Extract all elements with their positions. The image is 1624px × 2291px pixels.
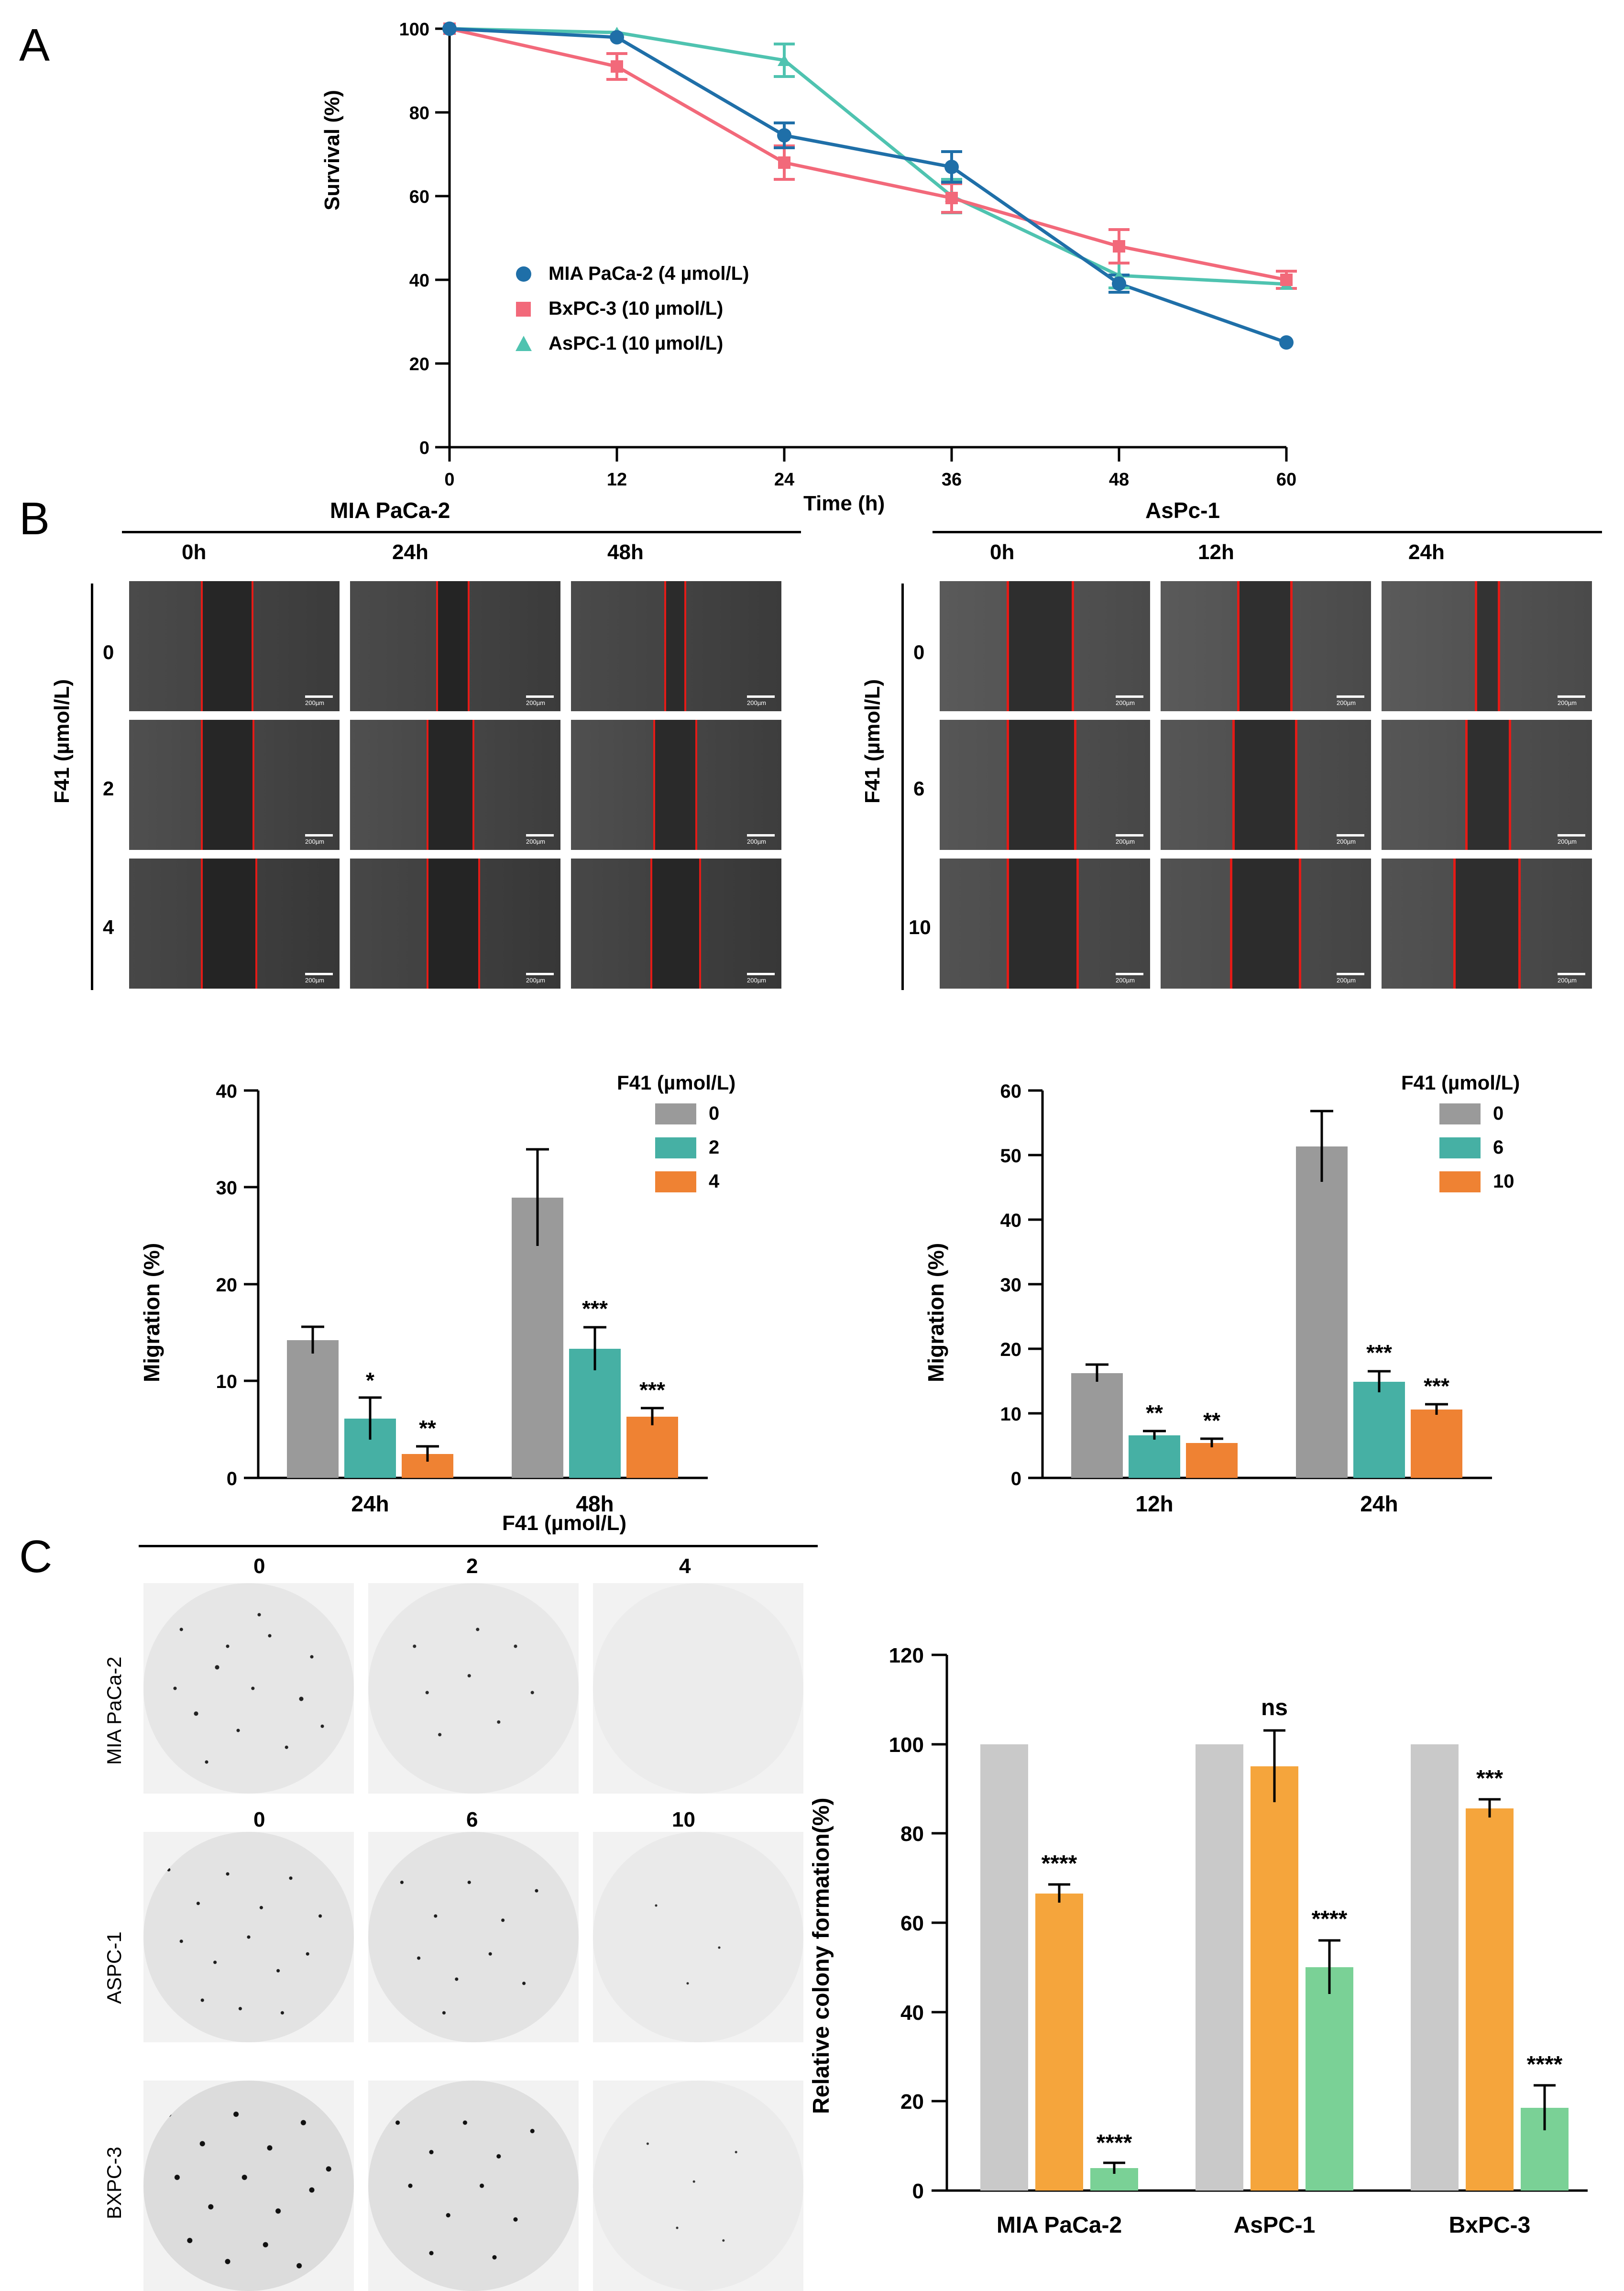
legend-swatch <box>655 1171 696 1192</box>
wound-image <box>940 720 1150 850</box>
panel-b-right-title-rule <box>933 531 1602 533</box>
colony-plate <box>368 2081 579 2291</box>
panel-b-left-title-rule <box>122 531 801 533</box>
panel-c-dose-rule <box>139 1545 818 1547</box>
svg-text:BxPC-3: BxPC-3 <box>1448 2213 1531 2238</box>
svg-text:**: ** <box>1146 1400 1163 1425</box>
colony-plate <box>143 1832 354 2042</box>
svg-text:***: *** <box>1424 1374 1449 1399</box>
scale-bar: 200µm <box>1558 695 1585 706</box>
svg-text:0: 0 <box>226 1468 237 1489</box>
svg-text:MIA PaCa-2: MIA PaCa-2 <box>996 2213 1122 2238</box>
legend-label-0: 0 <box>1493 1103 1504 1124</box>
svg-text:0: 0 <box>912 2180 924 2203</box>
legend-label-aspc: AsPC-1 (10 µmol/L) <box>549 333 724 354</box>
survival-ylabel: Survival (%) <box>320 90 344 210</box>
legend-label-2: 2 <box>709 1137 720 1158</box>
svg-text:20: 20 <box>1000 1339 1021 1360</box>
scale-bar: 200µm <box>305 695 333 706</box>
svg-text:36: 36 <box>941 470 962 488</box>
svg-text:***: *** <box>1476 1766 1503 1791</box>
panel-b-right-time-0h: 0h <box>990 540 1015 564</box>
scale-bar: 200µm <box>526 834 554 845</box>
panel-c-rowlabel-bxpc: BXPC-3 <box>103 2147 125 2219</box>
wound-image <box>350 859 560 989</box>
svg-text:60: 60 <box>1276 470 1297 488</box>
panel-b-left-rowlabel-4: 4 <box>103 916 114 938</box>
wound-image <box>129 859 340 989</box>
svg-text:***: *** <box>639 1377 665 1402</box>
legend-label-6: 6 <box>1493 1137 1504 1158</box>
svg-text:20: 20 <box>409 354 429 374</box>
panel-c-dose-r1c3: 4 <box>679 1554 691 1578</box>
scale-bar: 200µm <box>526 695 554 706</box>
legend-label-bxpc: BxPC-3 (10 µmol/L) <box>549 298 724 319</box>
svg-text:***: *** <box>1366 1340 1392 1365</box>
panel-c-dose-r2c3: 10 <box>672 1808 695 1831</box>
panel-c-rowlabel-aspc: ASPC-1 <box>103 1931 125 2004</box>
svg-text:50: 50 <box>1000 1146 1021 1167</box>
migration-mia-ylabel: Migration (%) <box>139 1243 164 1382</box>
wound-image <box>1161 581 1371 711</box>
migration-aspc-legend <box>1401 1071 1520 1192</box>
svg-text:40: 40 <box>409 271 429 291</box>
colony-plate <box>368 1832 579 2042</box>
svg-text:**: ** <box>1203 1408 1220 1433</box>
panel-c-dose-header: F41 (µmol/L) <box>502 1511 627 1535</box>
panel-label-b: B <box>19 493 50 544</box>
scale-bar: 200µm <box>305 834 333 845</box>
panel-c-dose-r2c2: 6 <box>466 1808 478 1831</box>
scale-bar: 200µm <box>1337 695 1364 706</box>
svg-text:ns: ns <box>1261 1695 1288 1720</box>
svg-text:***: *** <box>582 1296 608 1321</box>
panel-b-right-rowlabel-6: 6 <box>913 777 925 800</box>
migration-aspc-ylabel: Migration (%) <box>923 1243 948 1382</box>
migration-mia-chart <box>134 1067 827 1545</box>
survival-xlabel: Time (h) <box>803 492 885 515</box>
svg-text:24: 24 <box>774 470 795 488</box>
legend-label-0: 0 <box>709 1103 720 1124</box>
wound-image <box>940 581 1150 711</box>
wound-image <box>571 720 781 850</box>
panel-b-left-time-48h: 48h <box>607 540 644 564</box>
legend-swatch <box>655 1137 696 1158</box>
svg-text:48: 48 <box>1108 470 1130 488</box>
svg-text:10: 10 <box>1000 1404 1021 1425</box>
scale-bar: 200µm <box>747 695 775 706</box>
svg-text:0: 0 <box>444 470 455 488</box>
panel-c-dose-r2c1: 0 <box>253 1808 265 1831</box>
wound-image <box>1382 581 1592 711</box>
panel-b-right-rowlabel-10: 10 <box>909 916 931 938</box>
wound-image <box>1161 720 1371 850</box>
wound-image <box>1382 720 1592 850</box>
svg-text:60: 60 <box>409 187 429 207</box>
scale-bar: 200µm <box>747 834 775 845</box>
svg-text:*: * <box>366 1368 374 1393</box>
panel-b-left-rowlabel-2: 2 <box>103 777 114 800</box>
colony-plate <box>143 2081 354 2291</box>
legend-title: F41 (µmol/L) <box>617 1071 736 1094</box>
legend-label-4: 4 <box>709 1171 720 1192</box>
svg-text:24h: 24h <box>351 1491 389 1516</box>
wound-image <box>350 720 560 850</box>
svg-text:AsPC-1: AsPC-1 <box>1233 2213 1316 2238</box>
wound-image <box>129 720 340 850</box>
panel-c-dose-r1c2: 2 <box>466 1554 478 1578</box>
colony-plate <box>368 1583 579 1794</box>
colony-plate <box>593 1583 803 1794</box>
scale-bar: 200µm <box>1337 973 1364 984</box>
legend-marker-triangle-icon <box>509 334 538 353</box>
wound-image <box>571 581 781 711</box>
svg-text:****: **** <box>1526 2052 1563 2077</box>
panel-b-right-row-axis: F41 (µmol/L) <box>861 679 884 804</box>
scale-bar: 200µm <box>526 973 554 984</box>
scale-bar: 200µm <box>1337 834 1364 845</box>
svg-text:60: 60 <box>1000 1081 1021 1102</box>
legend-title: F41 (µmol/L) <box>1401 1071 1520 1094</box>
legend-marker-square-icon <box>509 299 538 319</box>
scale-bar: 200µm <box>1116 695 1143 706</box>
legend-marker-circle-icon <box>509 264 538 284</box>
wound-image <box>571 859 781 989</box>
svg-text:24h: 24h <box>1360 1491 1398 1516</box>
colony-plate <box>143 1583 354 1794</box>
svg-text:80: 80 <box>900 1822 924 1846</box>
legend-label-mia: MIA PaCa-2 (4 µmol/L) <box>549 263 749 284</box>
scale-bar: 200µm <box>1116 834 1143 845</box>
svg-text:120: 120 <box>889 1644 924 1667</box>
svg-text:20: 20 <box>216 1275 237 1296</box>
svg-text:30: 30 <box>1000 1275 1021 1296</box>
survival-chart <box>320 10 1339 515</box>
panel-label-c: C <box>19 1531 53 1582</box>
scale-bar: 200µm <box>1116 973 1143 984</box>
panel-c-colony-grid <box>143 1583 803 2291</box>
svg-text:48h: 48h <box>576 1491 614 1516</box>
svg-text:****: **** <box>1096 2130 1132 2156</box>
panel-b-left-row-bracket <box>91 584 93 990</box>
panel-b-right-row-bracket <box>901 584 904 990</box>
scale-bar: 200µm <box>305 973 333 984</box>
svg-text:60: 60 <box>900 1912 924 1935</box>
panel-b-left-title: MIA PaCa-2 <box>330 498 450 523</box>
panel-b-right-title: AsPc-1 <box>1145 498 1220 523</box>
svg-text:10: 10 <box>216 1371 237 1392</box>
wound-image <box>1382 859 1592 989</box>
scale-bar: 200µm <box>747 973 775 984</box>
panel-b-left-rowlabel-0: 0 <box>103 641 114 663</box>
survival-legend <box>509 263 749 354</box>
panel-b-left-time-24h: 24h <box>392 540 428 564</box>
svg-text:30: 30 <box>216 1178 237 1199</box>
svg-text:12h: 12h <box>1135 1491 1174 1516</box>
scale-bar: 200µm <box>1558 834 1585 845</box>
colony-plate <box>593 1832 803 2042</box>
panel-b-right-rowlabel-0: 0 <box>913 641 925 663</box>
svg-text:80: 80 <box>409 103 429 123</box>
scale-bar: 200µm <box>1558 973 1585 984</box>
svg-text:40: 40 <box>900 2001 924 2025</box>
legend-swatch <box>1439 1137 1481 1158</box>
legend-swatch <box>655 1103 696 1124</box>
wound-image <box>1161 859 1371 989</box>
svg-text:100: 100 <box>889 1733 924 1757</box>
panel-b-left-time-0h: 0h <box>182 540 207 564</box>
panel-label-a: A <box>19 20 50 71</box>
svg-text:40: 40 <box>216 1081 237 1102</box>
svg-text:**: ** <box>419 1416 436 1441</box>
legend-label-10: 10 <box>1493 1171 1514 1192</box>
colony-formation-chart <box>803 1626 1616 2277</box>
colony-formation-ylabel: Relative colony formation(%) <box>809 1797 834 2114</box>
wound-image <box>129 581 340 711</box>
panel-b-left-image-grid <box>129 581 781 989</box>
wound-image <box>350 581 560 711</box>
panel-c-rowlabel-mia: MIA PaCa-2 <box>103 1656 125 1765</box>
migration-aspc-chart <box>918 1067 1612 1545</box>
svg-text:100: 100 <box>399 20 429 40</box>
panel-c-dose-r1c1: 0 <box>253 1554 265 1578</box>
legend-swatch <box>1439 1103 1481 1124</box>
svg-text:40: 40 <box>1000 1210 1021 1231</box>
panel-b-right-time-12h: 12h <box>1198 540 1234 564</box>
svg-text:0: 0 <box>419 438 429 458</box>
panel-b-left-row-axis: F41 (µmol/L) <box>50 679 74 804</box>
legend-swatch <box>1439 1171 1481 1192</box>
svg-text:****: **** <box>1041 1851 1077 1876</box>
svg-text:****: **** <box>1311 1906 1348 1932</box>
panel-b-right-image-grid <box>940 581 1592 989</box>
svg-text:12: 12 <box>606 470 627 488</box>
svg-text:20: 20 <box>900 2090 924 2114</box>
panel-b-right-time-24h: 24h <box>1408 540 1445 564</box>
svg-text:0: 0 <box>1010 1468 1021 1489</box>
wound-image <box>940 859 1150 989</box>
migration-mia-legend <box>617 1071 736 1192</box>
colony-plate <box>593 2081 803 2291</box>
